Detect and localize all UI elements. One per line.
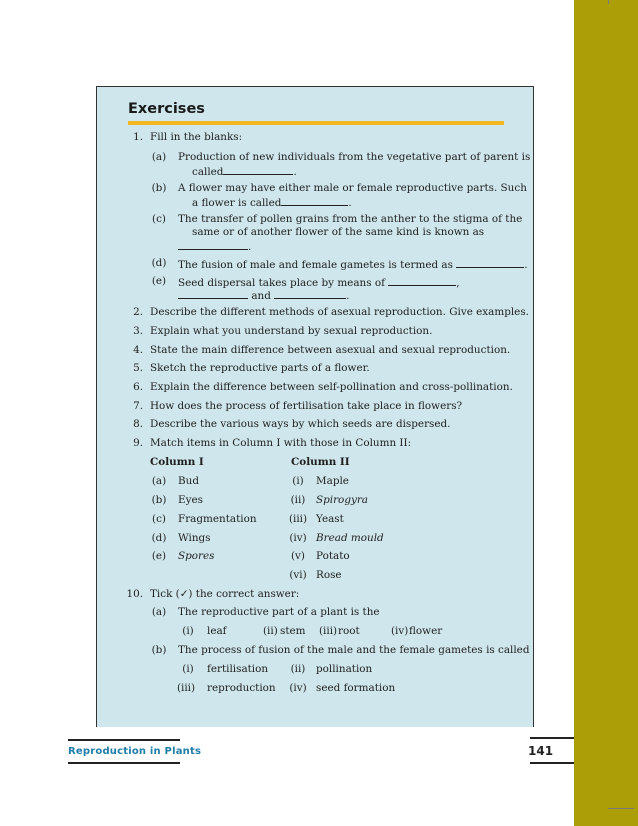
- sub-item-mark: (b): [151, 182, 167, 194]
- page-number: 141: [528, 744, 554, 758]
- fill-blank-line: and .: [178, 288, 349, 303]
- option-mark: (ii): [263, 625, 278, 637]
- fill-blank-line: called .: [192, 166, 297, 178]
- question-text: Describe the various ways by which seeds are dispersed.: [150, 418, 451, 430]
- sub-item-mark: (a): [151, 606, 167, 618]
- sub-item-text: a flower is called: [192, 197, 282, 209]
- question-text: Explain the difference between self-pollination and cross-pollination.: [150, 381, 513, 393]
- question-number: 8.: [133, 418, 143, 430]
- column-2-mark: (iv): [289, 532, 307, 544]
- column-1-mark: (d): [151, 532, 167, 544]
- option-text: leaf: [207, 625, 227, 637]
- column-2-mark: (i): [292, 475, 304, 487]
- page-rule-top: [530, 737, 574, 739]
- column-2-item: Potato: [316, 550, 350, 562]
- question-text: Describe the different methods of asexual reproduction. Give examples.: [150, 306, 529, 318]
- sub-item-text: same or of another flower of the same kind is known as: [192, 226, 485, 238]
- question-text: Tick (✓) the correct answer:: [150, 588, 300, 600]
- option-text: pollination: [316, 663, 373, 675]
- sub-item-mark: (c): [152, 213, 166, 225]
- column-1-item: Eyes: [178, 494, 203, 506]
- answer-blank: [456, 257, 524, 268]
- column-2-item: Yeast: [316, 513, 344, 525]
- column-2-item: Spirogyra: [316, 494, 368, 506]
- option-mark: (i): [182, 663, 194, 675]
- sub-item-text: The reproductive part of a plant is the: [178, 606, 380, 618]
- question-text: Sketch the reproductive parts of a flower.: [150, 362, 370, 374]
- question-number: 5.: [133, 362, 143, 374]
- answer-blank: [388, 275, 456, 286]
- sub-item-text: The transfer of pollen grains from the anther to the stigma of the: [178, 213, 523, 225]
- question-number: 7.: [133, 400, 143, 412]
- footer-rule-bottom: [68, 762, 180, 764]
- question-number: 6.: [133, 381, 143, 393]
- conjunction: and: [251, 290, 271, 302]
- column-2-mark: (iii): [288, 513, 308, 525]
- column-1-item: Bud: [178, 475, 199, 487]
- question-number: 2.: [133, 306, 143, 318]
- option-mark: (i): [182, 625, 194, 637]
- sub-item-text: The process of fusion of the male and the female gametes is called: [178, 644, 530, 656]
- answer-blank: [281, 195, 348, 206]
- footer-rule-top: [68, 739, 180, 741]
- fill-blank-line: The fusion of male and female gametes is termed as .: [178, 259, 528, 271]
- sub-item-text: Production of new individuals from the vegetative part of parent is: [178, 151, 531, 163]
- option-mark: (iv): [391, 625, 409, 637]
- option-mark: (iii): [319, 625, 338, 637]
- question-text: Explain what you understand by sexual reproduction.: [150, 325, 433, 337]
- question-text: Fill in the blanks:: [150, 131, 243, 143]
- column-1-mark: (a): [151, 475, 167, 487]
- column-2-item: Maple: [316, 475, 349, 487]
- chapter-footer: Reproduction in Plants: [68, 746, 202, 757]
- option-text: flower: [409, 625, 443, 637]
- option-text: fertilisation: [207, 663, 269, 675]
- column-1-header: Column I: [150, 456, 204, 468]
- question-number: 1.: [133, 131, 143, 143]
- crop-mark-bottom: [608, 808, 634, 809]
- sub-item-mark: (b): [151, 644, 167, 656]
- column-1-item: Wings: [178, 532, 211, 544]
- answer-blank: [223, 164, 293, 175]
- decorative-side-bar: [574, 0, 638, 826]
- answer-blank: [274, 288, 346, 299]
- column-1-mark: (e): [151, 550, 167, 562]
- column-2-item: Bread mould: [316, 532, 384, 544]
- sub-item-mark: (d): [151, 257, 167, 269]
- option-mark: (ii): [290, 663, 306, 675]
- option-text: stem: [280, 625, 306, 637]
- sub-item-text: called: [192, 166, 224, 178]
- option-mark: (iv): [289, 682, 307, 694]
- sub-item-mark: (e): [151, 275, 167, 287]
- sub-item-text: A flower may have either male or female reproductive parts. Such: [178, 182, 527, 194]
- sub-item-mark: (a): [151, 151, 167, 163]
- column-1-item: Fragmentation: [178, 513, 257, 525]
- question-number: 9.: [133, 437, 143, 449]
- question-text: Match items in Column I with those in Column II:: [150, 437, 412, 449]
- column-2-item: Rose: [316, 569, 342, 581]
- option-text: seed formation: [316, 682, 396, 694]
- crop-mark-top: [608, 0, 609, 4]
- column-1-item: Spores: [178, 550, 215, 562]
- column-1-mark: (c): [152, 513, 166, 525]
- heading-underline: [128, 121, 504, 125]
- column-2-mark: (v): [291, 550, 305, 562]
- question-text: How does the process of fertilisation take place in flowers?: [150, 400, 463, 412]
- answer-blank: [178, 239, 248, 250]
- fill-blank-line: a flower is called .: [192, 197, 352, 209]
- sub-item-text: The fusion of male and female gametes is termed as: [178, 259, 453, 271]
- fill-blank-line: Seed dispersal takes place by means of ,: [178, 277, 460, 289]
- column-2-header: Column II: [291, 456, 350, 468]
- question-number: 10.: [126, 588, 143, 600]
- option-text: root: [338, 625, 360, 637]
- exercises-heading: Exercises: [128, 101, 205, 117]
- question-number: 4.: [133, 344, 143, 356]
- option-text: reproduction: [207, 682, 276, 694]
- question-number: 3.: [133, 325, 143, 337]
- fill-blank-line: .: [178, 239, 251, 254]
- column-2-mark: (ii): [290, 494, 306, 506]
- option-mark: (iii): [176, 682, 196, 694]
- answer-blank: [178, 288, 248, 299]
- page-rule-bottom: [530, 762, 574, 764]
- column-1-mark: (b): [151, 494, 167, 506]
- column-2-mark: (vi): [289, 569, 307, 581]
- question-text: State the main difference between asexual and sexual reproduction.: [150, 344, 511, 356]
- sub-item-text: Seed dispersal takes place by means of: [178, 277, 385, 289]
